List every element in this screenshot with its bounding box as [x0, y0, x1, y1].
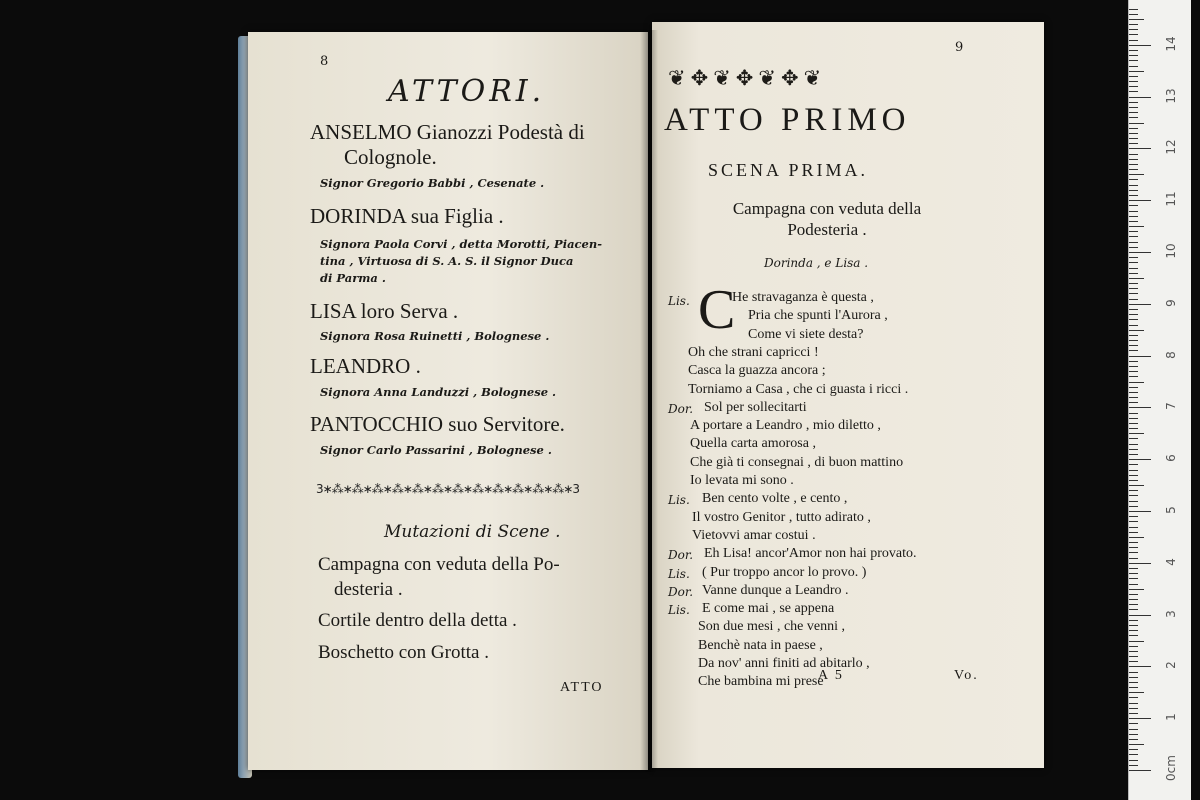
ruler-number: 4: [1164, 558, 1178, 566]
ruler-tick: [1129, 76, 1138, 77]
ruler-tick: [1129, 760, 1138, 761]
measuring-ruler: [1128, 0, 1191, 800]
ruler-tick: [1129, 413, 1138, 414]
ruler-tick: [1129, 480, 1138, 481]
ruler-tick: [1129, 91, 1138, 92]
ruler-tick: [1129, 682, 1138, 683]
ruler-tick: [1129, 179, 1138, 180]
ruler-tick: [1129, 242, 1138, 243]
ruler-tick: [1129, 97, 1151, 98]
ruler-tick: [1129, 128, 1138, 129]
ruler-tick: [1129, 501, 1138, 502]
ruler-tick: [1129, 387, 1138, 388]
ruler-tick: [1129, 236, 1138, 237]
ruler-tick: [1129, 174, 1144, 175]
role-pantocchio: PANTOCCHIO suo Servitore.: [310, 412, 565, 436]
cast-line: Signora Rosa Ruinetti , Bolognese .: [320, 329, 550, 343]
ruler-tick: [1129, 185, 1138, 186]
right-page: [652, 22, 1044, 768]
ruler-number: 0cm: [1164, 755, 1178, 781]
ruler-number: 12: [1164, 139, 1178, 155]
ruler-tick: [1129, 527, 1138, 528]
ruler-tick: [1129, 299, 1138, 300]
ruler-tick: [1129, 744, 1144, 745]
scene-item: Boschetto con Grotta .: [318, 642, 489, 663]
ruler-tick: [1129, 361, 1138, 362]
ruler-tick: [1129, 55, 1138, 56]
ruler-tick: [1129, 81, 1138, 82]
catchword: ATTO: [560, 680, 604, 695]
ruler-tick: [1129, 71, 1144, 72]
ruler-tick: [1129, 646, 1138, 647]
verse-line: ( Pur troppo ancor lo provo. ): [702, 565, 867, 580]
ornament-band: ❦✥❦✥❦✥❦: [668, 66, 827, 90]
ruler-tick: [1129, 402, 1138, 403]
ruler-tick: [1129, 19, 1144, 20]
ruler-tick: [1129, 609, 1138, 610]
ruler-tick: [1129, 620, 1138, 621]
ruler-tick: [1129, 304, 1151, 305]
ruler-tick: [1129, 584, 1138, 585]
ruler-tick: [1129, 703, 1138, 704]
ruler-tick: [1129, 573, 1138, 574]
ruler-tick: [1129, 278, 1144, 279]
ruler-tick: [1129, 599, 1138, 600]
ruler-number: 13: [1164, 88, 1178, 104]
ruler-tick: [1129, 594, 1138, 595]
ruler-number: 8: [1164, 351, 1178, 359]
ruler-tick: [1129, 765, 1138, 766]
role-leandro: LEANDRO .: [310, 354, 421, 378]
ruler-tick: [1129, 516, 1138, 517]
ruler-tick: [1129, 490, 1138, 491]
ruler-tick: [1129, 604, 1138, 605]
ruler-tick: [1129, 511, 1151, 512]
setting-line: Campagna con veduta della: [732, 199, 922, 218]
ruler-tick: [1129, 708, 1138, 709]
ruler-tick: [1129, 475, 1138, 476]
cast-line: Signor Gregorio Babbi , Cesenate .: [320, 176, 545, 190]
ruler-tick: [1129, 734, 1138, 735]
ruler-tick: [1129, 14, 1138, 15]
ruler-tick: [1129, 66, 1138, 67]
ruler-tick: [1129, 283, 1138, 284]
verse-line: Casca la guazza ancora ;: [688, 363, 826, 378]
ruler-tick: [1129, 687, 1138, 688]
ruler-tick: [1129, 247, 1138, 248]
page-number: 9: [955, 40, 964, 55]
ruler-tick: [1129, 495, 1138, 496]
ruler-tick: [1129, 749, 1138, 750]
ruler-tick: [1129, 340, 1138, 341]
ruler-tick: [1129, 407, 1151, 408]
ruler-tick: [1129, 86, 1138, 87]
cast-line: Signora Paola Corvi , detta Morotti, Piacen-: [320, 237, 602, 251]
ruler-tick: [1129, 666, 1151, 667]
ruler-tick: [1129, 397, 1138, 398]
verse-line: Eh Lisa! ancor'Amor non hai provato.: [704, 546, 917, 561]
cast-line: di Parma .: [320, 271, 386, 285]
ruler-tick: [1129, 148, 1151, 149]
scene-changes-title: Mutazioni di Scene .: [384, 522, 561, 542]
ornamental-rule: 3∗⁂∗⁂∗⁂∗⁂∗⁂∗⁂∗⁂∗⁂∗⁂∗⁂∗⁂∗⁂∗3: [316, 482, 579, 496]
ruler-tick: [1129, 718, 1151, 719]
scene-item: Campagna con veduta della Po-: [318, 554, 560, 575]
ruler-tick: [1129, 723, 1138, 724]
speaker-label: Lis.: [668, 567, 690, 581]
ruler-tick: [1129, 257, 1138, 258]
ruler-tick: [1129, 190, 1138, 191]
ruler-tick: [1129, 625, 1138, 626]
verse-line: A portare a Leandro , mio diletto ,: [690, 418, 881, 433]
verse-line: Oh che strani capricci !: [688, 345, 819, 360]
ruler-tick: [1129, 542, 1138, 543]
ruler-tick: [1129, 552, 1138, 553]
ruler-number: [1164, 0, 1178, 4]
ruler-tick: [1129, 262, 1138, 263]
speaker-label: Dor.: [668, 585, 694, 599]
ruler-tick: [1129, 117, 1138, 118]
ruler-number: 5: [1164, 506, 1178, 514]
verse-line: Io levata mi sono .: [690, 473, 794, 488]
ruler-tick: [1129, 350, 1138, 351]
verse-line: Ben cento volte , e cento ,: [702, 491, 848, 506]
ruler-tick: [1129, 506, 1138, 507]
ruler-tick: [1129, 651, 1138, 652]
verse-line: Che bambina mi prese: [698, 674, 824, 689]
ruler-number: 2: [1164, 661, 1178, 669]
role-anselmo: ANSELMO Gianozzi Podestà di: [310, 120, 585, 144]
ruler-tick: [1129, 211, 1138, 212]
ruler-tick: [1129, 547, 1138, 548]
scene-title: SCENA PRIMA.: [708, 160, 869, 180]
ruler-tick: [1129, 392, 1138, 393]
ruler-tick: [1129, 314, 1138, 315]
ruler-tick: [1129, 273, 1138, 274]
verse-line: Pria che spunti l'Aurora ,: [748, 308, 888, 323]
ruler-tick: [1129, 444, 1138, 445]
verse-line: Da nov' anni finiti ad abitarlo ,: [698, 656, 870, 671]
verse-line: Il vostro Genitor , tutto adirato ,: [692, 510, 871, 525]
speaker-label: Lis.: [668, 493, 690, 507]
ruler-tick: [1129, 226, 1144, 227]
ruler-number: 1: [1164, 713, 1178, 721]
ruler-tick: [1129, 34, 1138, 35]
ruler-tick: [1129, 521, 1138, 522]
ruler-tick: [1129, 464, 1138, 465]
scene-item: desteria .: [334, 579, 403, 600]
ruler-tick: [1129, 770, 1151, 771]
ruler-tick: [1129, 371, 1138, 372]
ruler-tick: [1129, 309, 1138, 310]
verse-line: Vanne dunque a Leandro .: [702, 583, 849, 598]
verse-line: Son due mesi , che venni ,: [698, 619, 845, 634]
ruler-tick: [1129, 50, 1138, 51]
verse-line: Quella carta amorosa ,: [690, 436, 816, 451]
ruler-tick: [1129, 107, 1138, 108]
ruler-tick: [1129, 164, 1138, 165]
cast-line: Signor Carlo Passarini , Bolognese .: [320, 443, 552, 457]
left-page: [248, 32, 648, 770]
ruler-tick: [1129, 729, 1138, 730]
ruler-tick: [1129, 40, 1138, 41]
ruler-tick: [1129, 366, 1138, 367]
verse-line: Torniamo a Casa , che ci guasta i ricci .: [688, 382, 909, 397]
ruler-tick: [1129, 382, 1144, 383]
ruler-number: 14: [1164, 36, 1178, 52]
ruler-tick: [1129, 325, 1138, 326]
ruler-tick: [1129, 713, 1138, 714]
ruler-number: 6: [1164, 454, 1178, 462]
ruler-tick: [1129, 672, 1138, 673]
ruler-tick: [1129, 433, 1144, 434]
ruler-number: 9: [1164, 299, 1178, 307]
ruler-tick: [1129, 697, 1138, 698]
ruler-tick: [1129, 143, 1138, 144]
ruler-tick: [1129, 221, 1138, 222]
ruler-tick: [1129, 138, 1138, 139]
speaker-label: Lis.: [668, 603, 690, 617]
ruler-tick: [1129, 656, 1138, 657]
verse-line: Che già ti consegnai , di buon mattino: [690, 455, 904, 470]
ruler-tick: [1129, 418, 1138, 419]
ruler-tick: [1129, 641, 1144, 642]
catchword: Vo.: [954, 668, 979, 683]
ruler-tick: [1129, 9, 1138, 10]
ruler-tick: [1129, 532, 1138, 533]
ruler-tick: [1129, 454, 1138, 455]
verse-line: Vietovvi amar costui .: [692, 528, 816, 543]
cast-line: tina , Virtuosa di S. A. S. il Signor Duca: [320, 254, 574, 268]
ruler-tick: [1129, 45, 1151, 46]
ruler-tick: [1129, 169, 1138, 170]
ruler-tick: [1129, 252, 1151, 253]
role-dorinda: DORINDA sua Figlia .: [310, 204, 504, 228]
verse-line: E come mai , se appena: [702, 601, 835, 616]
ruler-tick: [1129, 376, 1138, 377]
ruler-tick: [1129, 485, 1144, 486]
ruler-tick: [1129, 154, 1138, 155]
characters-line: Dorinda , e Lisa .: [764, 256, 869, 270]
ruler-tick: [1129, 345, 1138, 346]
ruler-tick: [1129, 288, 1138, 289]
scene-item: Cortile dentro della detta .: [318, 610, 517, 631]
role-anselmo-cont: Colognole.: [344, 145, 437, 169]
ruler-tick: [1129, 102, 1138, 103]
ruler-number: 11: [1164, 191, 1178, 207]
ruler-tick: [1129, 739, 1138, 740]
ruler-tick: [1129, 133, 1138, 134]
ruler-tick: [1129, 754, 1138, 755]
book-gutter: [640, 30, 658, 772]
page-title: ATTORI.: [388, 74, 546, 109]
ruler-number: 3: [1164, 610, 1178, 618]
setting-line: Podesteria .: [787, 220, 867, 239]
role-lisa: LISA loro Serva .: [310, 299, 459, 323]
ruler-tick: [1129, 293, 1138, 294]
cast-line: Signora Anna Landuzzi , Bolognese .: [320, 385, 557, 399]
ruler-tick: [1129, 24, 1138, 25]
ruler-tick: [1129, 268, 1138, 269]
ruler-tick: [1129, 200, 1151, 201]
ruler-tick: [1129, 558, 1138, 559]
page-number: 8: [320, 54, 329, 69]
ruler-tick: [1129, 335, 1138, 336]
ruler-tick: [1129, 60, 1138, 61]
ruler-tick: [1129, 29, 1138, 30]
signature-mark: A 5: [818, 668, 844, 683]
ruler-tick: [1129, 630, 1138, 631]
ruler-number: 7: [1164, 402, 1178, 410]
ruler-tick: [1129, 537, 1144, 538]
ruler-tick: [1129, 459, 1151, 460]
ruler-tick: [1129, 470, 1138, 471]
ruler-tick: [1129, 319, 1138, 320]
ruler-tick: [1129, 205, 1138, 206]
ruler-tick: [1129, 428, 1138, 429]
ruler-tick: [1129, 216, 1138, 217]
verse-line: Benchè nata in paese ,: [698, 638, 823, 653]
ruler-tick: [1129, 568, 1138, 569]
act-title: ATTO PRIMO: [664, 102, 911, 138]
ruler-tick: [1129, 677, 1138, 678]
verse-line: He stravaganza è questa ,: [732, 290, 874, 305]
speaker-label: Lis.: [668, 294, 690, 308]
ruler-tick: [1129, 423, 1138, 424]
drop-cap: C: [698, 279, 736, 341]
ruler-tick: [1129, 231, 1138, 232]
ruler-tick: [1129, 159, 1138, 160]
ruler-tick: [1129, 563, 1151, 564]
ruler-tick: [1129, 438, 1138, 439]
verse-line: Come vi siete desta?: [748, 327, 864, 342]
ruler-tick: [1129, 123, 1144, 124]
ruler-tick: [1129, 578, 1138, 579]
ruler-tick: [1129, 330, 1144, 331]
ruler-tick: [1129, 589, 1144, 590]
ruler-tick: [1129, 449, 1138, 450]
speaker-label: Dor.: [668, 402, 694, 416]
ruler-tick: [1129, 356, 1151, 357]
ruler-tick: [1129, 635, 1138, 636]
ruler-tick: [1129, 195, 1138, 196]
ruler-tick: [1129, 661, 1138, 662]
verse-line: Sol per sollecitarti: [704, 400, 807, 415]
speaker-label: Dor.: [668, 548, 694, 562]
ruler-tick: [1129, 615, 1151, 616]
ruler-tick: [1129, 692, 1144, 693]
ruler-tick: [1129, 112, 1138, 113]
ruler-number: 10: [1164, 243, 1178, 259]
